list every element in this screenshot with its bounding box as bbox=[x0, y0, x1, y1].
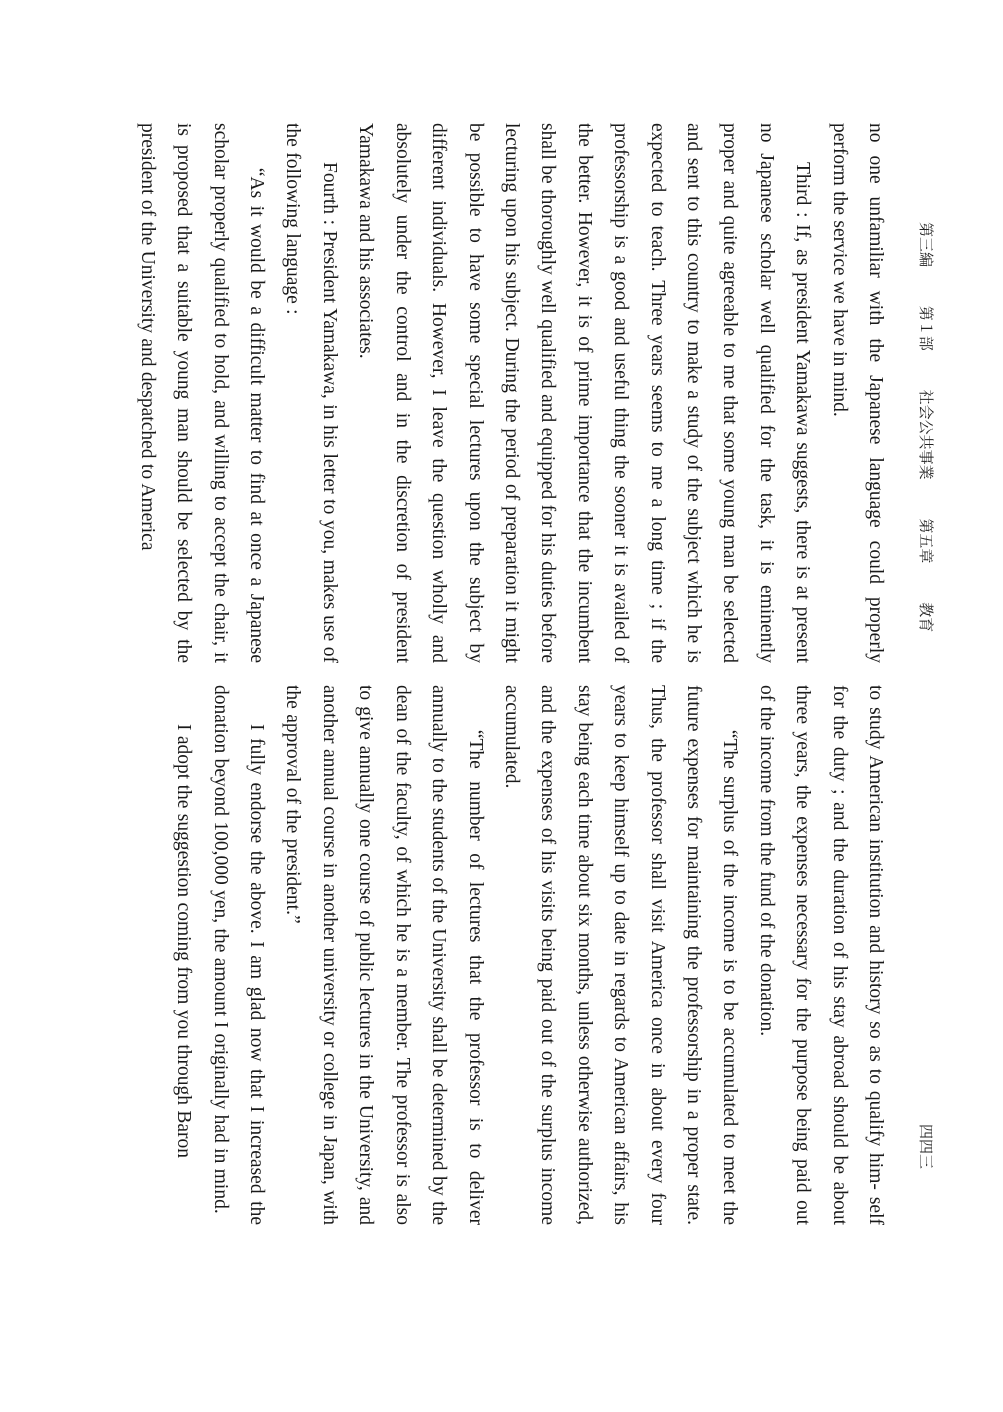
paragraph: I adopt the suggestion coming from you through Baron bbox=[173, 724, 195, 1159]
paragraph: to study American institution and history so as to qualify him- self for the duty ; and the duration of his stay abroad should be about three years, the expenses necessary for the purpose being paid out of the income from the fund of the donation. bbox=[755, 685, 886, 1225]
paragraph: I fully endorse the above. I am glad now that I increased the donation beyond 100,000 yen, the amount I originally had in mind. bbox=[209, 685, 268, 1225]
quoted-paragraph: “The number of lectures that the professor is to deliver annually to the students of the University shall be determined by the dean of the faculty, of which he is a member. The professor is also to give annually one course of public lectures in the University, and another annual course in another university or college in Japan, with the approval of the president.” bbox=[282, 685, 486, 1225]
category-label: 社会公共事業 bbox=[917, 389, 935, 480]
paragraph: Fourth : President Yamakawa, in his letter to you, makes use of the following language : bbox=[282, 123, 340, 663]
left-column bbox=[128, 123, 893, 663]
paragraph: no one unfamiliar with the Japanese language could properly perform the service we have in mind. bbox=[828, 123, 886, 663]
right-column bbox=[165, 685, 893, 1225]
part-label: 第三編 bbox=[917, 222, 935, 268]
quoted-paragraph: “As it would be a difficult matter to find at once a Japanese scholar properly qualified to hold, and willing to accept the chair, it is proposed that a suitable young man should be selected by the president of the University and despatched to America bbox=[136, 123, 268, 663]
quoted-paragraph: “The surplus of the income is to be accumulated to meet the future expenses for maintaining the professorship in a proper state. Thus, the professor shall visit America once in about every four years to keep himself up to date in regards to American affairs, his stay being each time about six months, unless otherwise authorized, and the expenses of his visits being paid out of the surplus income accumulated. bbox=[500, 685, 741, 1225]
topic-label: 教育 bbox=[917, 602, 935, 633]
subpart-label: 第１部 bbox=[917, 305, 935, 351]
chapter-label: 第五章 bbox=[917, 518, 935, 564]
paragraph: Third : If, as president Yamakawa suggests, there is at present no Japanese scholar well qualified for the task, it is eminently proper and quite agreeable to me that some young man be selected and sent to this country to make a study of the subject which he is expected to teach. Three years seems to me a long time ; if the professorship is a good and useful thing the sooner it is availed of the better. However, it is of prime importance that the incumbent shall be thoroughly well qualified and equipped for his duties before lecturing upon his subject. During the period of preparation it might be possible to have some special lectures upon the subject by different individuals. However, I leave the question wholly and absolutely under the control and in the discretion of president Yamakawa and his associates. bbox=[355, 123, 814, 663]
section-heading bbox=[916, 222, 937, 632]
page-number: 四四三 bbox=[917, 1124, 935, 1170]
